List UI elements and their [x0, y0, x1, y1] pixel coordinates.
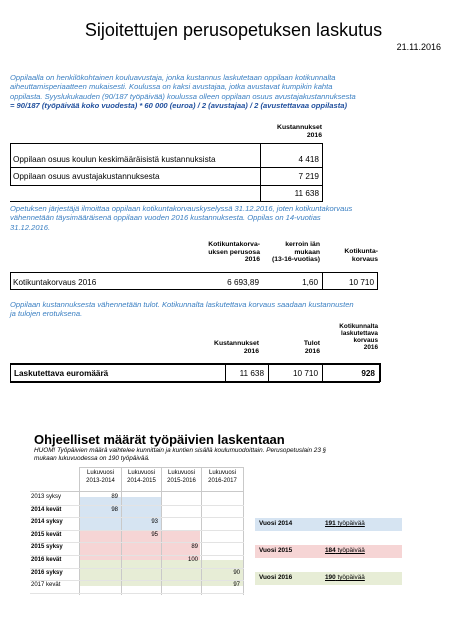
document-date: 21.11.2016 — [396, 42, 441, 52]
row-divider — [30, 505, 244, 506]
year-days: 190 työpäivää — [325, 574, 365, 581]
workdays-title: Ohjeelliset määrät työpäivien laskentaan — [34, 432, 285, 447]
column-header: Lukuvuosi 2013-2014 — [86, 470, 115, 484]
kotikunta-perusosa: 6 693,89 — [227, 278, 259, 287]
kotikunta-kerroin: 1,60 — [302, 278, 318, 287]
invoice-korvaus-header: Kotikunnalta laskutettava korvaus 2016 — [339, 323, 378, 351]
workdays-cell: 95 — [151, 531, 158, 538]
workdays-row-label: 2015 kevät — [31, 531, 62, 538]
intro-line: aiheuttamisperiaatteen mukaisesti. Koulussa on kaksi avustajaa, jotka avustavat kumpikin kahta — [10, 82, 333, 92]
column-header: Lukuvuosi 2014-2015 — [127, 470, 156, 484]
row-divider — [30, 542, 244, 543]
intro-note — [10, 73, 460, 111]
row-divider — [30, 593, 244, 594]
intro-line: Oppilaalla on henkilökohtainen kouluavustaja, jonka kustannus laskutetaan oppilaan kotikunnalta — [10, 73, 336, 82]
year-days: 184 työpäivää — [325, 547, 365, 554]
row-divider — [30, 517, 244, 518]
workdays-row-label: 2014 kevät — [31, 506, 62, 513]
row-divider — [30, 555, 244, 556]
workdays-row-label: 2015 syksy — [31, 544, 63, 551]
invoice-kustannukset: 11 638 — [239, 369, 264, 378]
workdays-cell: 89 — [191, 544, 198, 551]
column-header: Lukuvuosi 2015-2016 — [167, 470, 196, 484]
intro-line: oppilasta. Syyslukukauden (90/187 työpäivää) koulussa olleen oppilaan osuus avustajakustannuksesta — [10, 91, 356, 101]
workdays-huom: HUOM! Työpäivien määrä vaihtelee kunnittain ja kuntien sisällä koulumuodoittain. Perusopetuslain 23 § mukaan lukuvuodessa on 190 työpäivää. — [34, 447, 327, 462]
kotikunta-label: Kotikuntakorvaus 2016 — [13, 278, 97, 287]
workdays-cell: 100 — [187, 557, 198, 563]
invoice-tulot-header: Tulot 2016 — [303, 340, 320, 355]
bg-blue — [79, 497, 161, 531]
note-tulot: Oppilaan kustannuksesta vähennetään tulot. Kotikunnalta laskutettava korvaus saadaan kustannusten ja tulojen erotuksena. — [10, 300, 354, 319]
year-days: 191 työpäivää — [325, 520, 365, 527]
intro-formula: = 90/187 (työpäivää koko vuodesta) * 60 000 (euroa) / 2 (avustajaa) / 2 (avustettavaa oppilasta) — [10, 101, 348, 111]
workdays-row-label: 2014 syksy — [31, 519, 63, 526]
workdays-cell: 97 — [233, 582, 240, 589]
costs-row-label: Oppilaan osuus avustajakustannuksesta — [13, 172, 160, 181]
workdays-cell: 93 — [151, 519, 158, 526]
kotikunta-korvaus: 10 710 — [348, 278, 374, 287]
costs-row-value: 7 219 — [298, 172, 319, 181]
year-label: Vuosi 2014 — [259, 520, 293, 527]
kerroin-header: kerroin iän mukaan (13-16-vuotias) — [272, 241, 320, 264]
workdays-row-label: 2016 kevät — [31, 557, 62, 563]
workdays-row-label: 2013 syksy — [31, 494, 62, 500]
invoice-korvaus: 928 — [361, 369, 375, 378]
invoice-tulot: 10 710 — [292, 369, 318, 378]
row-divider — [30, 580, 244, 581]
year-label: Vuosi 2015 — [259, 547, 293, 554]
row-divider — [30, 568, 244, 569]
invoice-kustannukset-header: Kustannukset 2016 — [214, 340, 259, 355]
invoice-label: Laskutettava euromäärä — [14, 369, 109, 378]
row-divider — [30, 530, 244, 531]
costs-header: Kustannukset 2016 — [277, 124, 322, 139]
column-header: Lukuvuosi 2016-2017 — [208, 470, 237, 484]
note-kotikuntakorvaus: Opetuksen järjestäjä ilmoittaa oppilaan kotikuntakorvauskyselyssä 31.12.2016, joten kotikuntakorvaus vähennetään täysimääräisenä oppilaan vuoden 2016 kustannuksesta. Oppilas on 14-vuotias 31.12.2016. — [10, 204, 353, 232]
costs-total: 11 638 — [294, 189, 319, 198]
korvaus-header: Kotikunta- korvaus — [344, 248, 378, 263]
page-title: Sijoitettujen perusopetuksen laskutus — [84, 20, 383, 40]
workdays-cell: 90 — [233, 569, 240, 576]
costs-row-value: 4 418 — [298, 155, 319, 164]
costs-row-label: Oppilaan osuus koulun keskimääräisistä kustannuksista — [13, 155, 216, 164]
perusosa-header: Kotikuntakorva- uksen perusosa 2016 — [208, 241, 260, 264]
workdays-cell: 98 — [111, 506, 118, 513]
workdays-cell: 89 — [111, 494, 118, 500]
workdays-row-label: 2017 kevät — [31, 582, 61, 589]
workdays-row-label: 2016 syksy — [31, 569, 63, 576]
year-label: Vuosi 2016 — [259, 574, 293, 581]
